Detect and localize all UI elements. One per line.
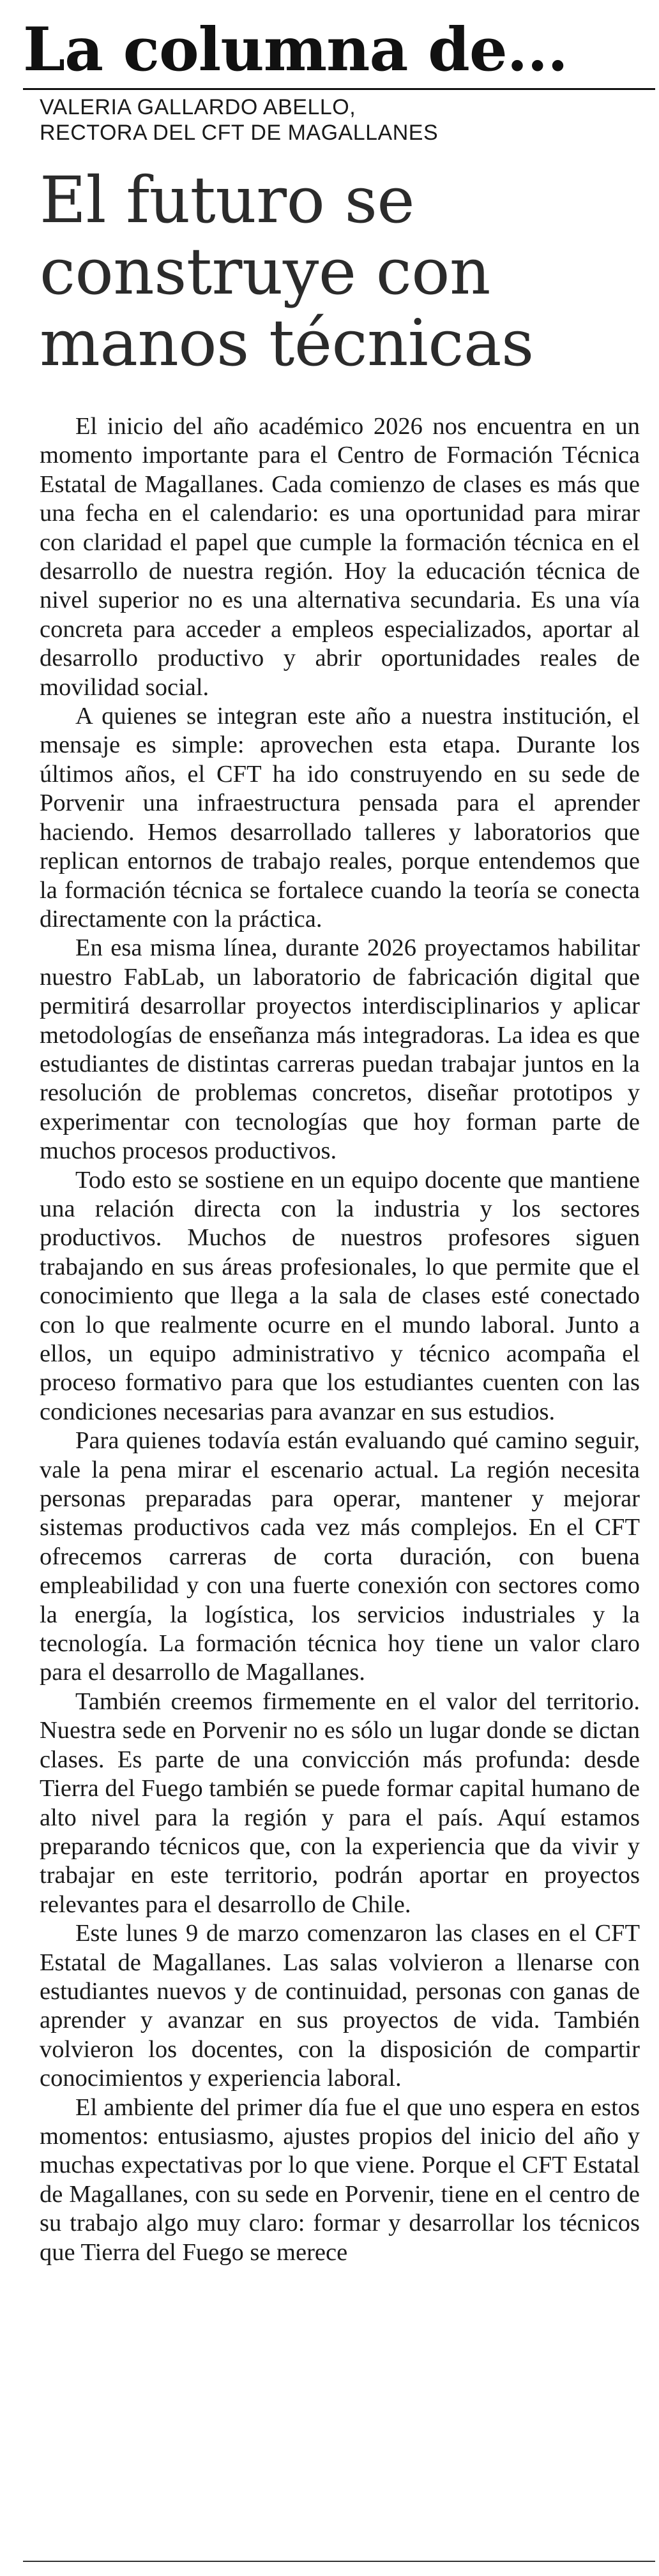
article-paragraph: También creemos firmemente en el valor del territorio. Nuestra sede en Porvenir no es sólo un lugar donde se dictan clases. Es parte de una convicción más profunda: desde Tierra del Fuego también se puede formar capital humano de alto nivel para la región y para el país. Aquí estamos preparando técnicos que, con la experiencia que da vivir y trabajar en este territorio, podrán aportar en proyectos relevantes para el desarrollo de Chile. — [40, 1688, 640, 1918]
byline — [40, 94, 627, 146]
article-paragraph: A quienes se integran este año a nuestra institución, el mensaje es simple: aprovechen esta etapa. Durante los últimos años, el CFT ha ido construyendo en su sede de Porvenir una infraestructura pensada para el aprender haciendo. Hemos desarrollado talleres y laboratorios que replican entornos de trabajo reales, porque entendemos que la formación técnica se fortalece cuando la teoría se conecta directamente con la práctica. — [40, 703, 640, 932]
article-headline: El futuro se construye con manos técnicas — [40, 163, 534, 380]
footer-divider — [23, 2561, 655, 2562]
article-paragraph: Este lunes 9 de marzo comenzaron las clases en el CFT Estatal de Magallanes. Las salas volvieron a llenarse con estudiantes nuevos y de continuidad, personas con ganas de aprender y avanzar en sus proyectos de vida. También volvieron los docentes, con la disposición de compartir conocimientos y experiencia laboral. — [40, 1920, 640, 2092]
column-header — [0, 0, 659, 89]
article-paragraph: El ambiente del primer día fue el que uno espera en estos momentos: entusiasmo, ajustes propios del inicio del año y muchas expectativas por lo que viene. Porque el CFT Estatal de Magallanes, con su sede en Porvenir, tiene en el centro de su trabajo algo muy claro: formar y desarrollar los técnicos que Tierra del Fuego se merece — [40, 2093, 640, 2266]
byline-role: RECTORA DEL CFT DE MAGALLANES — [40, 121, 439, 145]
article-paragraph: Para quienes todavía están evaluando qué camino seguir, vale la pena mirar el escenario actual. La región necesita personas preparadas para operar, mantener y mejorar sistemas productivos cada vez más complejos. En el CFT ofrecemos carreras de corta duración, con buena empleabilidad y con una fuerte conexión con sectores como la energía, la logística, los servicios industriales y la tecnología. La formación técnica hoy tiene un valor claro para el desarrollo de Magallanes. — [40, 1427, 640, 1686]
article-paragraph: Todo esto se sostiene en un equipo docente que mantiene una relación directa con la industria y los sectores productivos. Muchos de nuestros profesores siguen trabajando en sus áreas profesionales, lo que permite que el conocimiento que llega a la sala de clases esté conectado con lo que realmente ocurre en el mundo laboral. Junto a ellos, un equipo administrativo y técnico acompaña el proceso formativo para que los estudiantes cuenten con las condiciones necesarias para avanzar en sus estudios. — [40, 1166, 640, 1425]
section-title: La columna de... — [23, 15, 568, 85]
article-body — [40, 412, 640, 2267]
article-paragraph: En esa misma línea, durante 2026 proyectamos habilitar nuestro FabLab, un laboratorio de fabricación digital que permitirá desarrollar proyectos interdisciplinarios y aplicar metodologías de enseñanza más integradoras. La idea es que estudiantes de distintas carreras puedan trabajar juntos en la resolución de problemas concretos, diseñar prototipos y experimentar con tecnologías que hoy forman parte de muchos procesos productivos. — [40, 934, 640, 1165]
article-paragraph: El inicio del año académico 2026 nos encuentra en un momento importante para el Centro de Formación Técnica Estatal de Magallanes. Cada comienzo de clases es más que una fecha en el calendario: es una oportunidad para mirar con claridad el papel que cumple la formación técnica en el desarrollo de nuestra región. Hoy la educación técnica de nivel superior no es una alternativa secundaria. Es una vía concreta para acceder a empleos especializados, aportar al desarrollo productivo y abrir oportunidades reales de movilidad social. — [40, 413, 640, 701]
byline-author: VALERIA GALLARDO ABELLO, — [40, 95, 356, 119]
header-divider — [23, 88, 655, 90]
